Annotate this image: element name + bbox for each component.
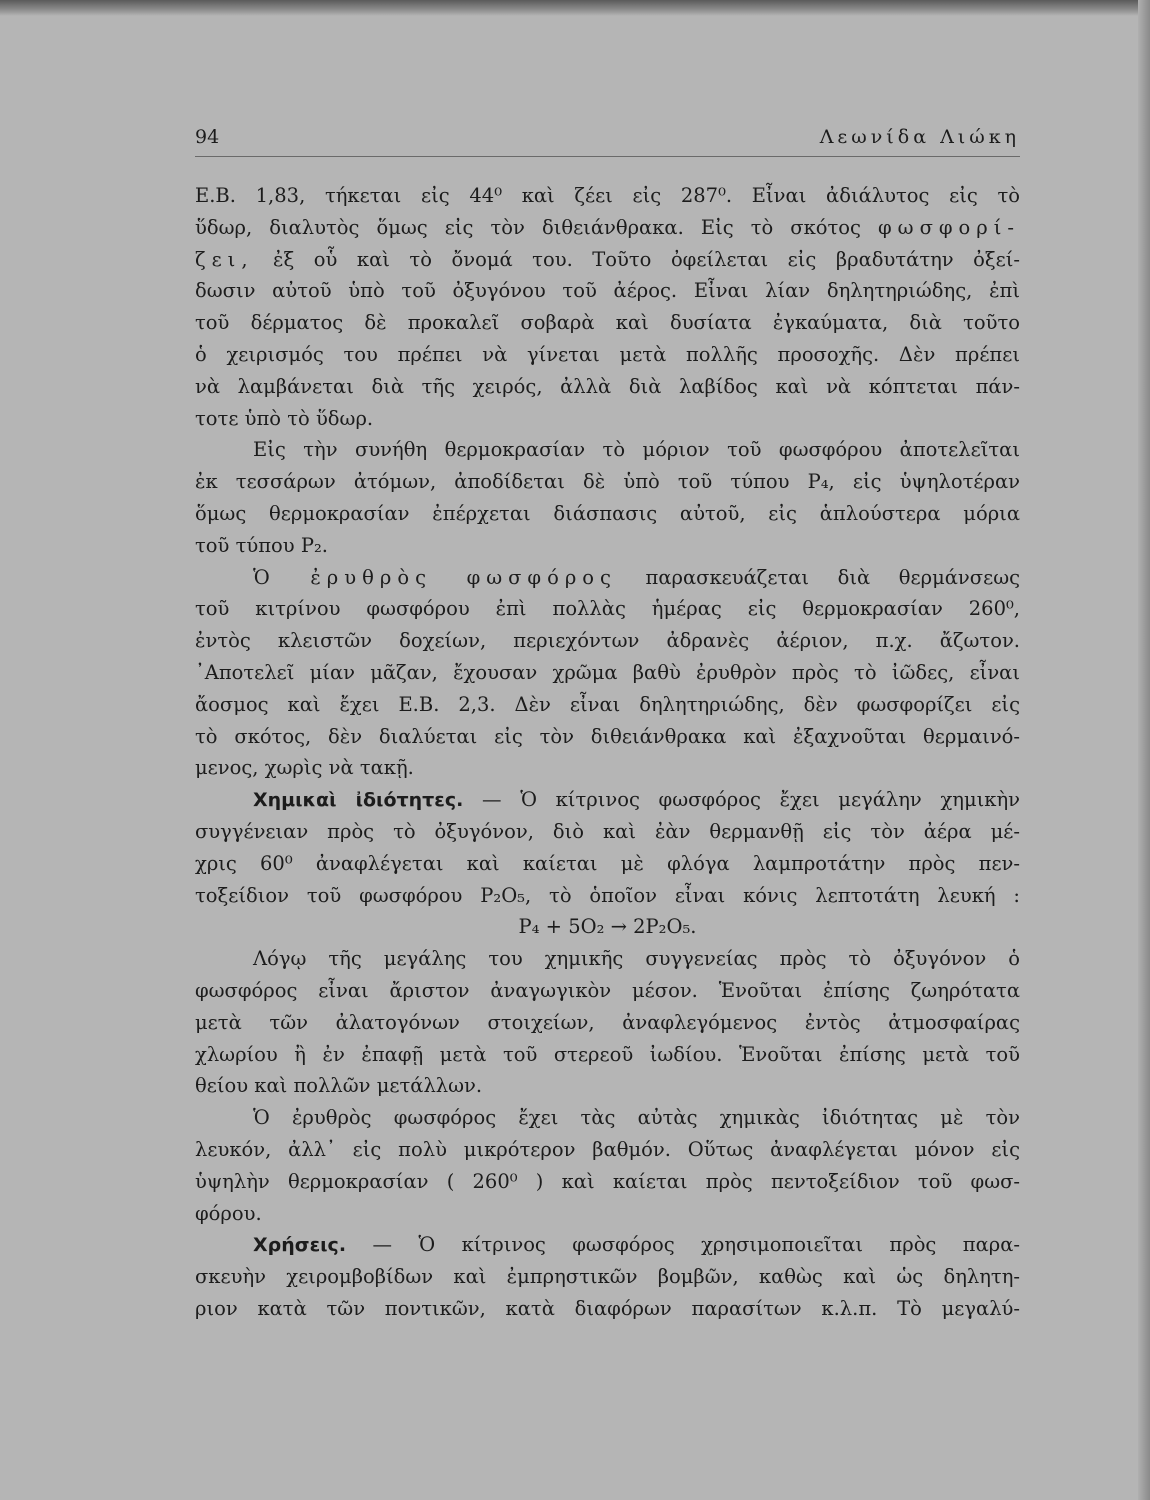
text-line: Ὁ ἐρυθρὸς φωσφόρος παρασκευάζεται διὰ θερμάνσεως bbox=[253, 565, 1021, 589]
text-line: δωσιν αὐτοῦ ὑπὸ τοῦ ὀξυγόνου τοῦ ἀέρος. Εἶναι λίαν δηλητηριώδης, ἐπὶ bbox=[195, 279, 1020, 303]
text-line: συγγένειαν πρὸς τὸ ὀξυγόνον, διὸ καὶ ἐὰν θερμανθῇ εἰς τὸν ἀέρα μέ- bbox=[195, 819, 1020, 843]
text-line: ἐκ τεσσάρων ἀτόμων, ἀποδίδεται δὲ ὑπὸ τοῦ τύπου P₄, εἰς ὑψηλοτέραν bbox=[195, 470, 1020, 494]
section-heading: Χημικαὶ ἰδιότητες. bbox=[253, 789, 464, 812]
text-line: λευκόν, ἀλλ᾿ εἰς πολὺ μικρότερον βαθμόν. Οὕτως ἀναφλέγεται μόνον εἰς bbox=[195, 1137, 1020, 1161]
text-line: μετὰ τῶν ἀλατογόνων στοιχείων, ἀναφλεγόμενος ἐντὸς ἀτμοσφαίρας bbox=[195, 1010, 1020, 1034]
text-line: ὕδωρ, διαλυτὸς ὅμως εἰς τὸν διθειάνθρακα. Εἰς τὸ σκότος φωσφορί- bbox=[195, 215, 1020, 239]
emphasized-term: Ὁ ἐρυθρὸς φωσφόρος bbox=[253, 565, 617, 589]
text-line: τὸ σκότος, δὲν διαλύεται εἰς τὸν διθειάνθρακα καὶ ἐξαχνοῦται θερμαινό- bbox=[195, 724, 1020, 748]
text-line: ὅμως θερμοκρασίαν ἐπέρχεται διάσπασις αὐτοῦ, εἰς ἁπλούστερα μόρια bbox=[195, 501, 1020, 525]
scan-top-border bbox=[0, 0, 1150, 16]
text-line: Εἰς τὴν συνήθη θερμοκρασίαν τὸ μόριον τοῦ φωσφόρου ἀποτελεῖται bbox=[253, 438, 1020, 462]
text-line: χλωρίου ἢ ἐν ἐπαφῇ μετὰ τοῦ στερεοῦ ἰωδίου. Ἑνοῦται ἐπίσης μετὰ τοῦ bbox=[195, 1042, 1020, 1066]
scan-right-border bbox=[1138, 0, 1150, 1500]
text-line: Ε.Β. 1,83, τήκεται εἰς 44⁰ καὶ ζέει εἰς 287⁰. Εἶναι ἀδιάλυτος εἰς τὸ bbox=[195, 184, 1020, 207]
chemical-equation: P₄ + 5O₂ → 2P₂O₅. bbox=[518, 915, 697, 939]
text-line: ὁ χειρισμός του πρέπει νὰ γίνεται μετὰ πολλῆς προσοχῆς. Δὲν πρέπει bbox=[195, 342, 1020, 366]
text-line: ριον κατὰ τῶν ποντικῶν, κατὰ διαφόρων παρασίτων κ.λ.π. Τὸ μεγαλύ- bbox=[195, 1296, 1020, 1320]
text-line: τοῦ κιτρίνου φωσφόρου ἐπὶ πολλὰς ἡμέρας εἰς θερμοκρασίαν 260⁰, bbox=[195, 597, 1020, 621]
section-heading: Χρήσεις. bbox=[253, 1234, 347, 1257]
text-line: τοῦ δέρματος δὲ προκαλεῖ σοβαρὰ καὶ δυσίατα ἐγκαύματα, διὰ τοῦτο bbox=[195, 311, 1020, 335]
text-line: μενος, χωρὶς νὰ τακῇ. bbox=[195, 756, 414, 780]
emphasized-word: ζει, bbox=[195, 247, 254, 271]
text-line: τοτε ὑπὸ τὸ ὕδωρ. bbox=[195, 406, 374, 430]
page-body bbox=[195, 180, 1020, 1325]
emphasized-word: φωσφορί- bbox=[878, 215, 1020, 239]
page-header bbox=[195, 126, 1020, 157]
text-line: σκευὴν χειρομβοβίδων καὶ ἐμπρηστικῶν βομβῶν, καθὼς καὶ ὡς δηλητη- bbox=[195, 1265, 1020, 1289]
text-line: ᾿Αποτελεῖ μίαν μᾶζαν, ἔχουσαν χρῶμα βαθὺ ἐρυθρὸν πρὸς τὸ ἰῶδες, εἶναι bbox=[195, 660, 1020, 684]
running-head: Λεωνίδα Λιώκη bbox=[819, 126, 1020, 148]
text-line: ἐντὸς κλειστῶν δοχείων, περιεχόντων ἀδρανὲς ἀέριον, π.χ. ἄζωτον. bbox=[195, 629, 1020, 653]
text-line: ἄοσμος καὶ ἔχει Ε.Β. 2,3. Δὲν εἶναι δηλητηριώδης, δὲν φωσφορίζει εἰς bbox=[195, 692, 1020, 716]
text-line: Ὁ ἐρυθρὸς φωσφόρος ἔχει τὰς αὐτὰς χημικὰς ἰδιότητας μὲ τὸν bbox=[253, 1106, 1020, 1130]
text-line: θείου καὶ πολλῶν μετάλλων. bbox=[195, 1074, 483, 1098]
text-line: τοῦ τύπου P₂. bbox=[195, 533, 328, 557]
text-line: Χρήσεις. — Ὁ κίτρινος φωσφόρος χρησιμοποιεῖται πρὸς παρα- bbox=[253, 1233, 1020, 1257]
text-line: χρις 60⁰ ἀναφλέγεται καὶ καίεται μὲ φλόγα λαμπροτάτην πρὸς πεν- bbox=[195, 851, 1020, 875]
text-line: Λόγῳ τῆς μεγάλης του χημικῆς συγγενείας πρὸς τὸ ὀξυγόνον ὁ bbox=[253, 947, 1020, 971]
text-line: τοξείδιον τοῦ φωσφόρου P₂O₅, τὸ ὁποῖον εἶναι κόνις λεπτοτάτη λευκή : bbox=[195, 883, 1020, 907]
text-line: φωσφόρος εἶναι ἄριστον ἀναγωγικὸν μέσον. Ἑνοῦται ἐπίσης ζωηρότατα bbox=[195, 978, 1020, 1002]
text-line: ὑψηλὴν θερμοκρασίαν ( 260⁰ ) καὶ καίεται πρὸς πεντοξείδιον τοῦ φωσ- bbox=[195, 1169, 1020, 1193]
text-line: νὰ λαμβάνεται διὰ τῆς χειρός, ἀλλὰ διὰ λαβίδος καὶ νὰ κόπτεται πάν- bbox=[195, 374, 1020, 398]
text-line: ζει, ἐξ οὗ καὶ τὸ ὄνομά του. Τοῦτο ὀφείλεται εἰς βραδυτάτην ὀξεί- bbox=[195, 247, 1020, 271]
text-line: Χημικαὶ ἰδιότητες. — Ὁ κίτρινος φωσφόρος ἔχει μεγάλην χημικὴν bbox=[253, 788, 1020, 812]
page-number: 94 bbox=[195, 126, 220, 148]
text-line: φόρου. bbox=[195, 1201, 262, 1225]
